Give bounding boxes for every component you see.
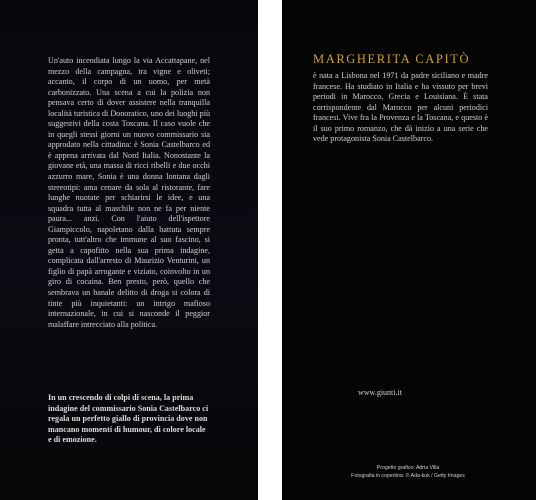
author-bio: è nata a Lisbona nel 1971 da padre siciliano e madre francese. Ha studiato in Italia e ha vissuto per brevi periodi in Marocco, Grecia e Louisiana. È stata corrispondente dal Marocco per alcuni periodici francesi. Vive fra la Provenza e la Toscana, e questo è il suo primo romanzo, che dà inizio a una serie che vede protagonista Sonia Castelbarco. — [313, 71, 488, 144]
credit-design: Progetto grafico: Adria Villa — [376, 465, 440, 471]
book-blurb: Un'auto incendiata lungo la via Accattapane, nel mezzo della campagna, tra vigne e oliveti; accanto, il corpo di un uomo, per metà carbonizzato. Una scena a cui la polizia non pensava certo di dover assistere nella tranquilla località turistica di Donoratico, uno dei luoghi più suggestivi della costa Toscana. Il caso vuole che in quegli stessi giorni un nuovo commissario sia approdato nella cittadina: è Sonia Castelbarco ed è appena arrivata dal Nord Italia. Nonostante la giovane età, una massa di ricci ribelli e due occhi azzurro mare, Sonia è una donna lontana dagli stereotipi: ama cenare da sola al ristorante, fare lunghe nuotate per schiarirsi le idee, e una squadra tutta al maschile non ne fa per niente paura... anzi. Con l'aiuto dell'ispettore Giampiccolo, napoletano dalla battuta sempre pronta, tutt'altro che immune al suo fascino, si getta a capofitto nella sua prima indagine, complicata dall'arresto di Maurizio Venturini, un figlio di papà arrogante e viziato, coinvolto in un giro di cocaina. Ben presto, però, quello che sembrava un banale delitto di droga si colora di tinte più inquietanti: un intrigo mafioso internazionale, in cui si nasconde il peggior malaffare intrecciato alla politica. — [48, 56, 210, 329]
book-blurb-highlight: In un crescendo di colpi di scena, la prima indagine del commissario Sonia Castelbarco ci regala un perfetto giallo di provincia dove non mancano momenti di humour, di colore locale e di emozione. — [48, 393, 209, 445]
publisher-website: www.giunti.it — [358, 388, 402, 397]
credit-cover-photo: Fotografia in copertina: © Ada-kuk / Getty Images — [351, 473, 465, 479]
cover-credits — [334, 464, 482, 480]
author-name: MARGHERITA CAPITÒ — [313, 52, 471, 66]
left-flap — [0, 0, 258, 500]
